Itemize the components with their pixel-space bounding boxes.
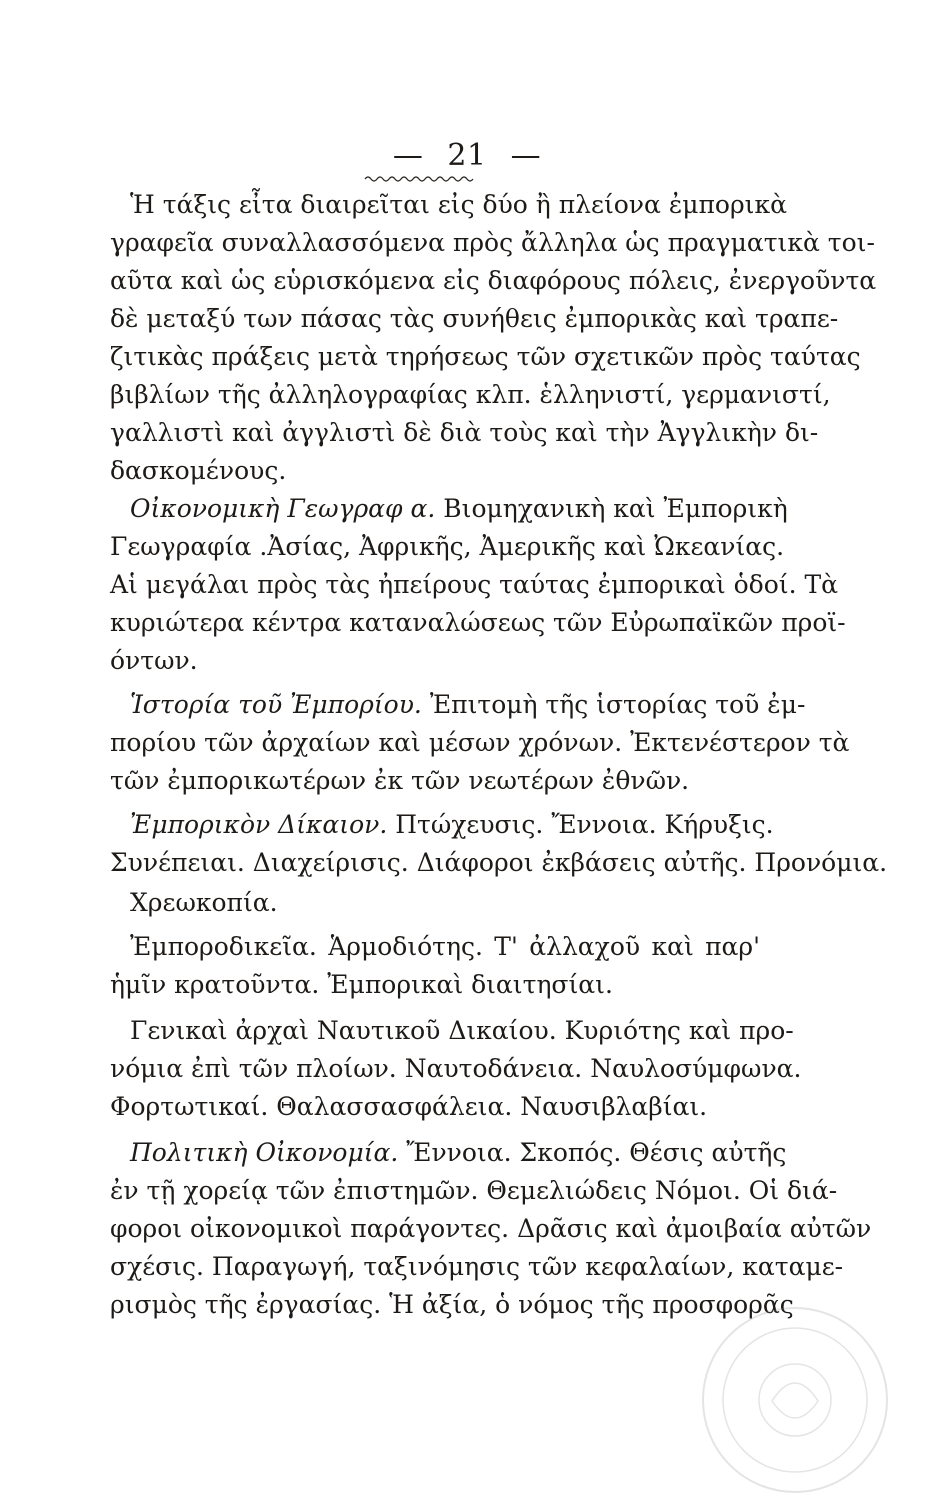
- text-line: πορίου τῶν ἀρχαίων καὶ μέσων χρόνων. Ἐκτενέστερον τὰ: [110, 728, 850, 757]
- section-text: Βιομηχανικὴ καὶ Ἐμπορικὴ: [443, 494, 788, 523]
- text-line: γραφεῖα συναλλασσόμενα πρὸς ἄλληλα ὡς πραγματικὰ τοι-: [110, 228, 875, 257]
- text-line: Φορτωτικαί. Θαλασσασφάλεια. Ναυσιβλαβίαι.: [110, 1092, 708, 1121]
- text-line: Αἱ μεγάλαι πρὸς τὰς ἠπείρους ταύτας ἐμπορικαὶ ὁδοί. Τὰ: [110, 570, 839, 599]
- wavy-ornament-icon: [365, 174, 475, 184]
- text-line: σχέσις. Παραγωγή, ταξινόμησις τῶν κεφαλαίων, καταμε-: [110, 1252, 844, 1281]
- text-line: Χρεωκοπία.: [130, 888, 278, 917]
- section-line: [130, 806, 774, 844]
- text-line: ζιτικὰς πράξεις μετὰ τηρήσεως τῶν σχετικῶν πρὸς ταύτας: [110, 342, 861, 371]
- text-line: ἐν τῇ χορείᾳ τῶν ἐπιστημῶν. Θεμελιώδεις Νόμοι. Οἱ διά-: [110, 1176, 838, 1205]
- text-line: κυριώτερα κέντρα καταναλώσεως τῶν Εὐρωπαϊκῶν προϊ-: [110, 608, 846, 637]
- text-line: ἡμῖν κρατοῦντα. Ἐμπορικαὶ διαιτησίαι.: [110, 970, 613, 999]
- text-line: Συνέπειαι. Διαχείρισις. Διάφοροι ἐκβάσεις αὐτῆς. Προνόμια.: [110, 848, 888, 877]
- library-stamp-icon: [690, 1295, 900, 1505]
- text-line: Γενικαὶ ἀρχαὶ Ναυτικοῦ Δικαίου. Κυριότης καὶ προ-: [130, 1016, 794, 1045]
- text-line: Ἡ τάξις εἶτα διαιρεῖται εἰς δύο ἢ πλείονα ἐμπορικὰ: [130, 190, 787, 219]
- text-line: νόμια ἐπὶ τῶν πλοίων. Ναυτοδάνεια. Ναυλοσύμφωνα.: [110, 1054, 802, 1083]
- text-line: Γεωγραφία .Ἀσίας, Ἀφρικῆς, Ἀμερικῆς καὶ Ὠκεανίας.: [110, 532, 785, 561]
- page-number-value: 21: [447, 138, 487, 173]
- text-line: τῶν ἐμπορικωτέρων ἐκ τῶν νεωτέρων ἐθνῶν.: [110, 766, 690, 795]
- text-line: δασκομένους.: [110, 456, 287, 485]
- section-line: [130, 686, 806, 724]
- section-line: [130, 490, 788, 528]
- section-title: Ἐμπορικὸν Δίκαιον.: [130, 810, 388, 839]
- section-text: Ἐπιτομὴ τῆς ἱστορίας τοῦ ἐμ-: [429, 690, 806, 719]
- section-text: Πτώχευσις. Ἔννοια. Κήρυξις.: [395, 810, 774, 839]
- text-line: ρισμὸς τῆς ἐργασίας. Ἡ ἀξία, ὁ νόμος τῆς προσφορᾶς: [110, 1290, 794, 1319]
- section-title: Ἱστορία τοῦ Ἐμπορίου.: [130, 690, 422, 719]
- text-line: βιβλίων τῆς ἀλληλογραφίας κλπ. ἑλληνιστί, γερμανιστί,: [110, 380, 831, 409]
- text-line: αῦτα καὶ ὡς εὑρισκόμενα εἰς διαφόρους πόλεις, ἐνεργοῦντα: [110, 266, 877, 295]
- text-line: όντων.: [110, 646, 198, 675]
- section-title: Πολιτικὴ Οἰκονομία.: [130, 1138, 399, 1167]
- page-number: — 21 —: [392, 138, 542, 173]
- text-line: γαλλιστὶ καὶ ἀγγλιστὶ δὲ διὰ τοὺς καὶ τὴν Ἀγγλικὴν δι-: [110, 418, 819, 447]
- section-line: [130, 1134, 787, 1172]
- text-line: δὲ μεταξύ των πάσας τὰς συνήθεις ἐμπορικὰς καὶ τραπε-: [110, 304, 839, 333]
- section-text: Ἔννοια. Σκοπός. Θέσις αὐτῆς: [406, 1138, 787, 1167]
- text-line: Ἐμποροδικεῖα. Ἁρμοδιότης. Τ' ἀλλαχοῦ καὶ παρ': [130, 932, 760, 961]
- text-line: φοροι οἰκονομικοὶ παράγοντες. Δρᾶσις καὶ ἀμοιβαία αὐτῶν: [110, 1214, 872, 1243]
- section-title: Οἰκονομικὴ Γεωγραφ α.: [130, 494, 436, 523]
